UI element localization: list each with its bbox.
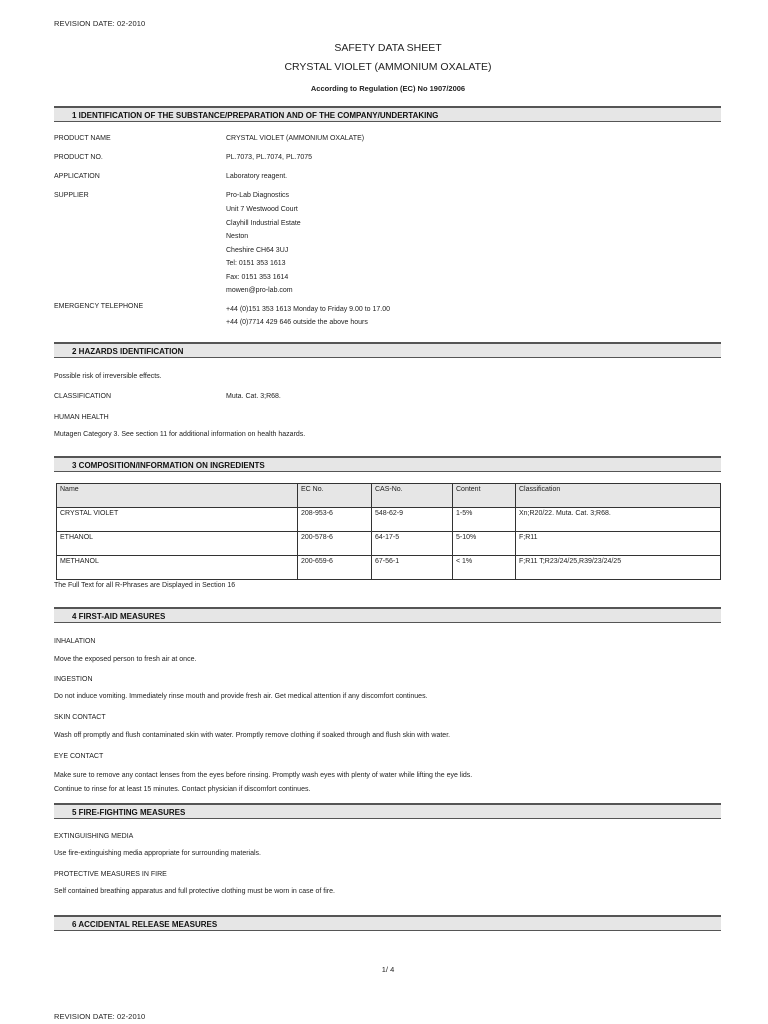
column-header: Classification [516,484,721,508]
column-header: CAS-No. [372,484,453,508]
supplier-phone: Tel: 0151 353 1613 [226,260,286,267]
eye-contact-text-1: Make sure to remove any contact lenses from the eyes before rinsing. Promptly wash eyes with plenty of water while lifting the eye lids. [54,772,473,779]
table-cell: ETHANOL [57,532,298,556]
classification-value: Muta. Cat. 3;R68. [226,393,281,400]
section-2-header [54,342,721,358]
supplier-email[interactable]: mowen@pro-lab.com [226,287,293,294]
extinguishing-media-text: Use fire-extinguishing media appropriate for surrounding materials. [54,850,261,857]
eye-contact-label: EYE CONTACT [54,753,104,760]
regulation-note: According to Regulation (EC) No 1907/2006 [310,84,466,93]
ingestion-text: Do not induce vomiting. Immediately rinse mouth and provide fresh air. Get medical attention if any discomfort continues. [54,693,428,700]
table-cell: 200-659-6 [298,556,372,580]
composition-table [56,483,721,580]
product-no-label: PRODUCT NO. [54,154,103,161]
section-5-heading: 5 FIRE-FIGHTING MEASURES [72,808,186,817]
table-cell: 208-953-6 [298,508,372,532]
supplier-fax: Fax: 0151 353 1614 [226,274,289,281]
supplier-line: Cheshire CH64 3UJ [226,247,289,254]
column-header: Name [57,484,298,508]
supplier-label: SUPPLIER [54,192,89,199]
section-2-heading: 2 HAZARDS IDENTIFICATION [72,347,184,356]
eye-contact-text-2: Continue to rinse for at least 15 minutes. Contact physician if discomfort continues. [54,786,311,793]
document-title: SAFETY DATA SHEET [334,42,442,54]
table-cell: CRYSTAL VIOLET [57,508,298,532]
inhalation-text: Move the exposed person to fresh air at once. [54,656,197,663]
product-no-value: PL.7073, PL.7074, PL.7075 [226,154,313,161]
supplier-line: Neston [226,233,249,240]
extinguishing-media-label: EXTINGUISHING MEDIA [54,833,134,840]
table-cell: METHANOL [57,556,298,580]
application-label: APPLICATION [54,173,100,180]
footer-revision-date: REVISION DATE: 02-2010 [54,1012,146,1021]
r-phrases-note: The Full Text for all R-Phrases are Displayed in Section 16 [54,582,236,589]
emergency-label: EMERGENCY TELEPHONE [54,303,144,310]
table-cell: < 1% [453,556,516,580]
skin-contact-label: SKIN CONTACT [54,714,106,721]
section-1-header [54,106,721,122]
table-header-row [57,484,721,508]
emergency-line: +44 (0)7714 429 646 outside the above hours [226,319,368,326]
section-4-header [54,607,721,623]
table-cell: 67-56-1 [372,556,453,580]
protective-measures-text: Self contained breathing apparatus and full protective clothing must be worn in case of fire. [54,888,335,895]
table-cell: F;R11 [516,532,721,556]
revision-date: REVISION DATE: 02-2010 [54,19,146,28]
table-cell: 1-5% [453,508,516,532]
application-value: Laboratory reagent. [226,173,288,180]
human-health-text: Mutagen Category 3. See section 11 for additional information on health hazards. [54,431,306,438]
table-row [57,532,721,556]
supplier-line: Clayhill Industrial Estate [226,220,301,227]
section-3-header [54,456,721,472]
section-6-header [54,915,721,931]
table-cell: F;R11 T;R23/24/25,R39/23/24/25 [516,556,721,580]
product-name-label: PRODUCT NAME [54,135,111,142]
classification-label: CLASSIFICATION [54,393,112,400]
table-cell: 548-62-9 [372,508,453,532]
product-name-value: CRYSTAL VIOLET (AMMONIUM OXALATE) [226,135,365,142]
ingestion-label: INGESTION [54,676,93,683]
section-6-heading: 6 ACCIDENTAL RELEASE MEASURES [72,920,218,929]
table-row [57,508,721,532]
skin-contact-text: Wash off promptly and flush contaminated skin with water. Promptly remove clothing if soaked through and flush skin with water. [54,732,451,739]
human-health-label: HUMAN HEALTH [54,414,109,421]
table-cell: 5-10% [453,532,516,556]
section-5-header [54,803,721,819]
supplier-line: Pro-Lab Diagnostics [226,192,290,199]
supplier-line: Unit 7 Westwood Court [226,206,298,213]
table-row [57,556,721,580]
protective-measures-label: PROTECTIVE MEASURES IN FIRE [54,871,167,878]
section-4-heading: 4 FIRST-AID MEASURES [72,612,166,621]
page-number: 1/ 4 [381,965,395,974]
section-1-heading: 1 IDENTIFICATION OF THE SUBSTANCE/PREPARATION AND OF THE COMPANY/UNDERTAKING [72,111,439,120]
table-cell: 64-17-5 [372,532,453,556]
column-header: Content [453,484,516,508]
product-title: CRYSTAL VIOLET (AMMONIUM OXALATE) [284,61,492,73]
column-header: EC No. [298,484,372,508]
section-3-heading: 3 COMPOSITION/INFORMATION ON INGREDIENTS [72,461,265,470]
inhalation-label: INHALATION [54,638,96,645]
emergency-line: +44 (0)151 353 1613 Monday to Friday 9.00 to 17.00 [226,306,391,313]
table-cell: Xn;R20/22. Muta. Cat. 3;R68. [516,508,721,532]
risk-statement: Possible risk of irreversible effects. [54,373,162,380]
table-cell: 200-578-6 [298,532,372,556]
